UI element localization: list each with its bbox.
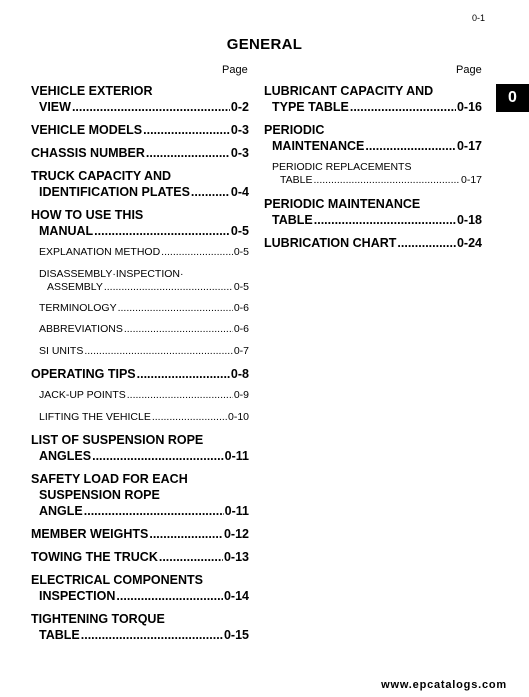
section-tab-label: 0	[508, 89, 517, 106]
toc-entry-title: TERMINOLOGY	[39, 302, 117, 314]
toc-entry[interactable]	[31, 432, 249, 464]
dot-leader	[146, 145, 230, 161]
toc-entry-title: LIST OF SUSPENSION ROPE	[31, 433, 204, 447]
toc-entry-page: 0-2	[230, 100, 249, 114]
toc-entry-title: TYPE TABLE	[272, 100, 349, 114]
toc-entry-page: 0-9	[233, 389, 249, 401]
toc-entry-title: TABLE	[280, 174, 313, 186]
toc-entry-title: SI UNITS	[39, 345, 84, 357]
toc-entry-page: 0-3	[230, 123, 249, 137]
toc-entry-title: TOWING THE TRUCK	[31, 550, 158, 564]
toc-entry-title: ELECTRICAL COMPONENTS	[31, 573, 203, 587]
dot-leader	[397, 235, 456, 251]
toc-entry[interactable]	[31, 302, 249, 315]
dot-leader	[143, 122, 230, 138]
toc-entry-page: 0-17	[456, 139, 482, 153]
toc-entry-page: 0-12	[223, 527, 249, 541]
toc-entry-page: 0-7	[233, 345, 249, 357]
toc-entry[interactable]	[31, 389, 249, 402]
toc-entry-page: 0-4	[230, 185, 249, 199]
toc-entry-page: 0-5	[233, 246, 249, 258]
toc-entry-page: 0-8	[230, 367, 249, 381]
dot-leader	[191, 184, 230, 200]
toc-entry-page: 0-11	[224, 504, 249, 518]
toc-entry-title: CHASSIS NUMBER	[31, 146, 145, 160]
dot-leader	[84, 503, 224, 519]
toc-entry-page: 0-18	[456, 213, 482, 227]
dot-leader	[81, 627, 223, 643]
toc-entry-page: 0-6	[233, 323, 249, 335]
toc-entry-page: 0-17	[460, 174, 482, 186]
left-page-column-header: Page	[222, 64, 248, 76]
dot-leader	[118, 302, 233, 315]
toc-entry-page: 0-15	[223, 628, 249, 642]
dot-leader	[152, 411, 227, 424]
toc-entry[interactable]	[31, 168, 249, 200]
toc-entry-page: 0-5	[233, 281, 249, 293]
dot-leader	[365, 138, 456, 154]
toc-entry[interactable]	[31, 246, 249, 259]
toc-entry-title: SAFETY LOAD FOR EACH	[31, 472, 188, 486]
toc-entry-title: MANUAL	[39, 224, 94, 238]
dot-leader	[124, 323, 233, 336]
toc-entry-page: 0-24	[456, 236, 482, 250]
toc-entry-title: LUBRICANT CAPACITY AND	[264, 84, 434, 98]
toc-entry-title: MEMBER WEIGHTS	[31, 527, 149, 541]
dot-leader	[313, 174, 460, 187]
dot-leader	[159, 549, 223, 565]
toc-entry-title: TRUCK CAPACITY AND	[31, 169, 172, 183]
toc-entry-title: INSPECTION	[39, 589, 116, 603]
toc-entry-title: VEHICLE EXTERIOR	[31, 84, 153, 98]
dot-leader	[72, 99, 230, 115]
right-page-column-header: Page	[456, 64, 482, 76]
dot-leader	[92, 448, 224, 464]
toc-entry[interactable]	[31, 83, 249, 115]
section-tab[interactable]	[496, 84, 529, 112]
toc-entry-title: EXPLANATION METHOD	[39, 246, 161, 258]
toc-entry[interactable]	[31, 411, 249, 424]
toc-entry-title: TIGHTENING TORQUE	[31, 612, 165, 626]
dot-leader	[84, 345, 232, 358]
toc-entry-title: LUBRICATION CHART	[264, 236, 397, 250]
toc-entry-title: IDENTIFICATION PLATES	[39, 185, 190, 199]
page-number: 0-1	[471, 13, 485, 23]
toc-entry-page: 0-5	[230, 224, 249, 238]
toc-entry-page: 0-10	[227, 411, 249, 423]
page-title: GENERAL	[226, 36, 303, 53]
toc-entry-title: PERIODIC	[264, 123, 325, 137]
dot-leader	[104, 281, 233, 294]
toc-entry-page: 0-13	[223, 550, 249, 564]
dot-leader	[127, 389, 233, 402]
dot-leader	[94, 223, 230, 239]
toc-entry[interactable]	[31, 572, 249, 604]
toc-entry[interactable]	[31, 145, 249, 161]
toc-entry[interactable]	[31, 471, 249, 519]
toc-entry[interactable]	[264, 83, 482, 115]
toc-entry-title: LIFTING THE VEHICLE	[39, 411, 151, 423]
toc-entry-page: 0-11	[224, 449, 249, 463]
watermark: www.epcatalogs.com	[381, 679, 507, 691]
toc-entry-page: 0-16	[456, 100, 482, 114]
toc-entry-title: JACK-UP POINTS	[39, 389, 126, 401]
toc-entry[interactable]	[31, 207, 249, 239]
toc-entry-title: VIEW	[39, 100, 71, 114]
toc-entry-title: TABLE	[39, 628, 80, 642]
toc-entry-title: ANGLES	[39, 449, 92, 463]
toc-entry-title: PERIODIC REPLACEMENTS	[272, 161, 412, 173]
toc-entry-title: ASSEMBLY	[47, 281, 103, 293]
toc-entry-title: ANGLE	[39, 504, 83, 518]
toc-entry-page: 0-3	[230, 146, 249, 160]
toc-entry[interactable]	[31, 122, 249, 138]
dot-leader	[149, 526, 223, 542]
toc-entry-title: OPERATING TIPS	[31, 367, 136, 381]
toc-entry[interactable]	[31, 268, 249, 294]
toc-entry-title: MAINTENANCE	[272, 139, 365, 153]
toc-entry-page: 0-6	[233, 302, 249, 314]
toc-entry[interactable]	[264, 196, 482, 228]
toc-entry[interactable]	[264, 235, 482, 251]
toc-entry[interactable]	[31, 366, 249, 382]
dot-leader	[161, 246, 233, 259]
dot-leader	[137, 366, 230, 382]
toc-entry[interactable]	[264, 161, 482, 187]
toc-entry[interactable]	[31, 549, 249, 565]
toc-entry-title: ABBREVIATIONS	[39, 323, 123, 335]
toc-entry-title: SUSPENSION ROPE	[39, 488, 160, 502]
dot-leader	[314, 212, 456, 228]
toc-entry-page: 0-14	[223, 589, 249, 603]
toc-entry-title: HOW TO USE THIS	[31, 208, 144, 222]
toc-entry-title: VEHICLE MODELS	[31, 123, 143, 137]
toc-entry[interactable]	[31, 611, 249, 643]
toc-entry[interactable]	[264, 122, 482, 154]
dot-leader	[116, 588, 223, 604]
toc-entry-title: DISASSEMBLY·INSPECTION·	[39, 268, 184, 280]
toc-entry[interactable]	[31, 345, 249, 358]
dot-leader	[350, 99, 456, 115]
toc-entry-title: PERIODIC MAINTENANCE	[264, 197, 421, 211]
toc-entry-title: TABLE	[272, 213, 313, 227]
toc-entry[interactable]	[31, 526, 249, 542]
toc-entry[interactable]	[31, 323, 249, 336]
